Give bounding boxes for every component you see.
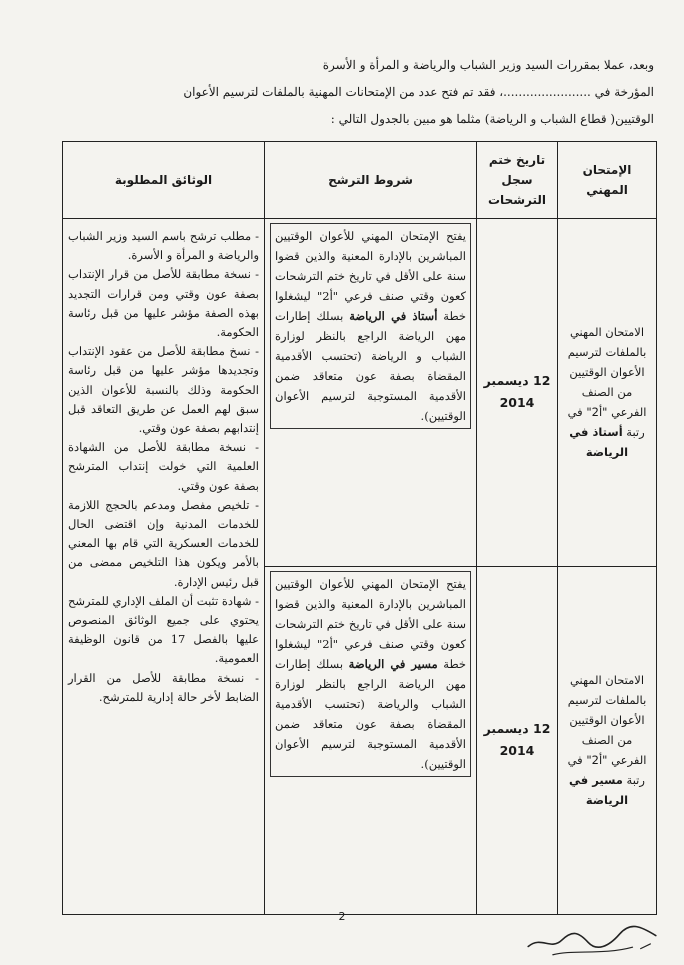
conditions-rank: أستاذ في الرياضة	[349, 309, 438, 323]
document-item: - نسخ مطابقة للأصل من عقود الإنتداب وتجديدها مؤشر عليها من قبل رئاسة الحكومة وذلك بالنسبة للأعوان الذين سبق لهم العمل عن طريق التعاقد قبل إنتدابهم بصفة عون وقتي.	[68, 344, 259, 436]
handwritten-signature	[521, 917, 663, 965]
document-item: - نسخة مطابقة للأصل من قرار الإنتداب بصفة عون وقتي ومن قرارات التجديد بهذه الصفة مؤشر عليها من قبل رئاسة الحكومة.	[68, 267, 259, 340]
conditions-box	[270, 223, 471, 429]
exam-rank: مسير في الرياضة	[569, 773, 629, 808]
conditions-box	[270, 571, 471, 777]
header-conditions: شروط الترشح	[265, 142, 477, 219]
conditions-text-end: بسلك إطارات مهن الرياضة الراجع بالنظر لوزارة الشباب و الرياضة (تحتسب الأقدمية المقضاة بصفة عون متعاقد ضمن الأقدمية المستوجبة لترسيم الأعوان الوقتيين).	[275, 309, 466, 423]
document-item: - شهادة تثبت أن الملف الإداري للمترشح يحتوي على جميع الوثائق المنصوص عليها بالفصل 17 من قانون الوظيفة العمومية.	[68, 593, 259, 666]
header-date: تاريخ ختم سجل الترشحات	[477, 142, 558, 219]
exam-rank: أستاذ في الرياضة	[569, 425, 629, 460]
document-item: - مطلب ترشح باسم السيد وزير الشباب والرياضة و المرأة و الأسرة.	[68, 229, 259, 263]
intro-line-2: المؤرخة في .......................، فقد تم فتح عدد من الإمتحانات المهنية بالملفات لترسيم الأعوان	[183, 85, 654, 99]
header-documents: الوثائق المطلوبة	[63, 142, 265, 219]
table-header-row	[63, 142, 657, 219]
exam-cell	[558, 219, 657, 567]
exam-text: الامتحان المهني بالملفات لترسيم الأعوان الوقتيين من الصنف الفرعي "أ2" في رتبة	[567, 673, 647, 788]
conditions-text: يفتح الإمتحان المهني للأعوان الوقتيين المباشرين بالإدارة المعنية والذين قضوا سنة على الأقل في تاريخ ختم الترشحات كعون وقتي صنف فرعي "أ2" ليشغلوا خطة	[275, 576, 466, 671]
intro-paragraph	[40, 52, 654, 133]
document-item: - تلخيص مفصل ومدعم بالحجج اللازمة للخدمات المدنية وإن اقتضى الحال للخدمات العسكرية التي قام بها المعني بالأمر ويكون هذا التلخيص ممضى من قبل رئيس الإدارة.	[68, 497, 259, 589]
exams-table	[62, 141, 657, 915]
conditions-rank: مسير في الرياضة	[348, 656, 438, 671]
table-row	[63, 219, 657, 567]
conditions-cell	[265, 566, 477, 914]
date-cell: 12 ديسمبر 2014	[477, 566, 558, 914]
intro-line-3: الوقتيين( قطاع الشباب و الرياضة) مثلما هو مبين بالجدول التالي :	[330, 112, 654, 126]
exam-cell	[558, 566, 657, 914]
document-item: - نسخة مطابقة للأصل من الشهادة العلمية التي خولت إنتداب المترشح بصفة عون وقتي.	[68, 440, 259, 493]
conditions-cell	[265, 219, 477, 567]
date-cell: 12 ديسمبر 2014	[477, 219, 558, 567]
header-exam: الإمتحان المهني	[558, 142, 657, 219]
documents-cell	[63, 219, 265, 915]
exam-text: الامتحان المهني بالملفات لترسيم الأعوان الوقتيين من الصنف الفرعي "أ2" في رتبة	[567, 325, 647, 440]
conditions-text: يفتح الإمتحان المهني للأعوان الوقتيين المباشرين بالإدارة المعنية والذين قضوا سنة على الأقل في تاريخ ختم الترشحات كعون وقتي صنف فرعي "أ2" ليشغلوا خطة	[275, 229, 467, 323]
page-number: 2	[338, 910, 346, 923]
conditions-text-end: بسلك إطارات مهن الرياضة الراجع بالنظر لوزارة الشباب والرياضة (تحتسب الأقدمية المقضاة بصفة عون متعاقد ضمن الأقدمية المستوجبة لترسيم الأعوان الوقتيين).	[275, 656, 466, 771]
document-item: - نسخة مطابقة للأصل من القرار الضابط لأخر حالة إدارية للمترشح.	[68, 670, 259, 704]
intro-line-1: وبعد، عملا بمقررات السيد وزير الشباب والرياضة و المرأة و الأسرة	[322, 58, 654, 72]
